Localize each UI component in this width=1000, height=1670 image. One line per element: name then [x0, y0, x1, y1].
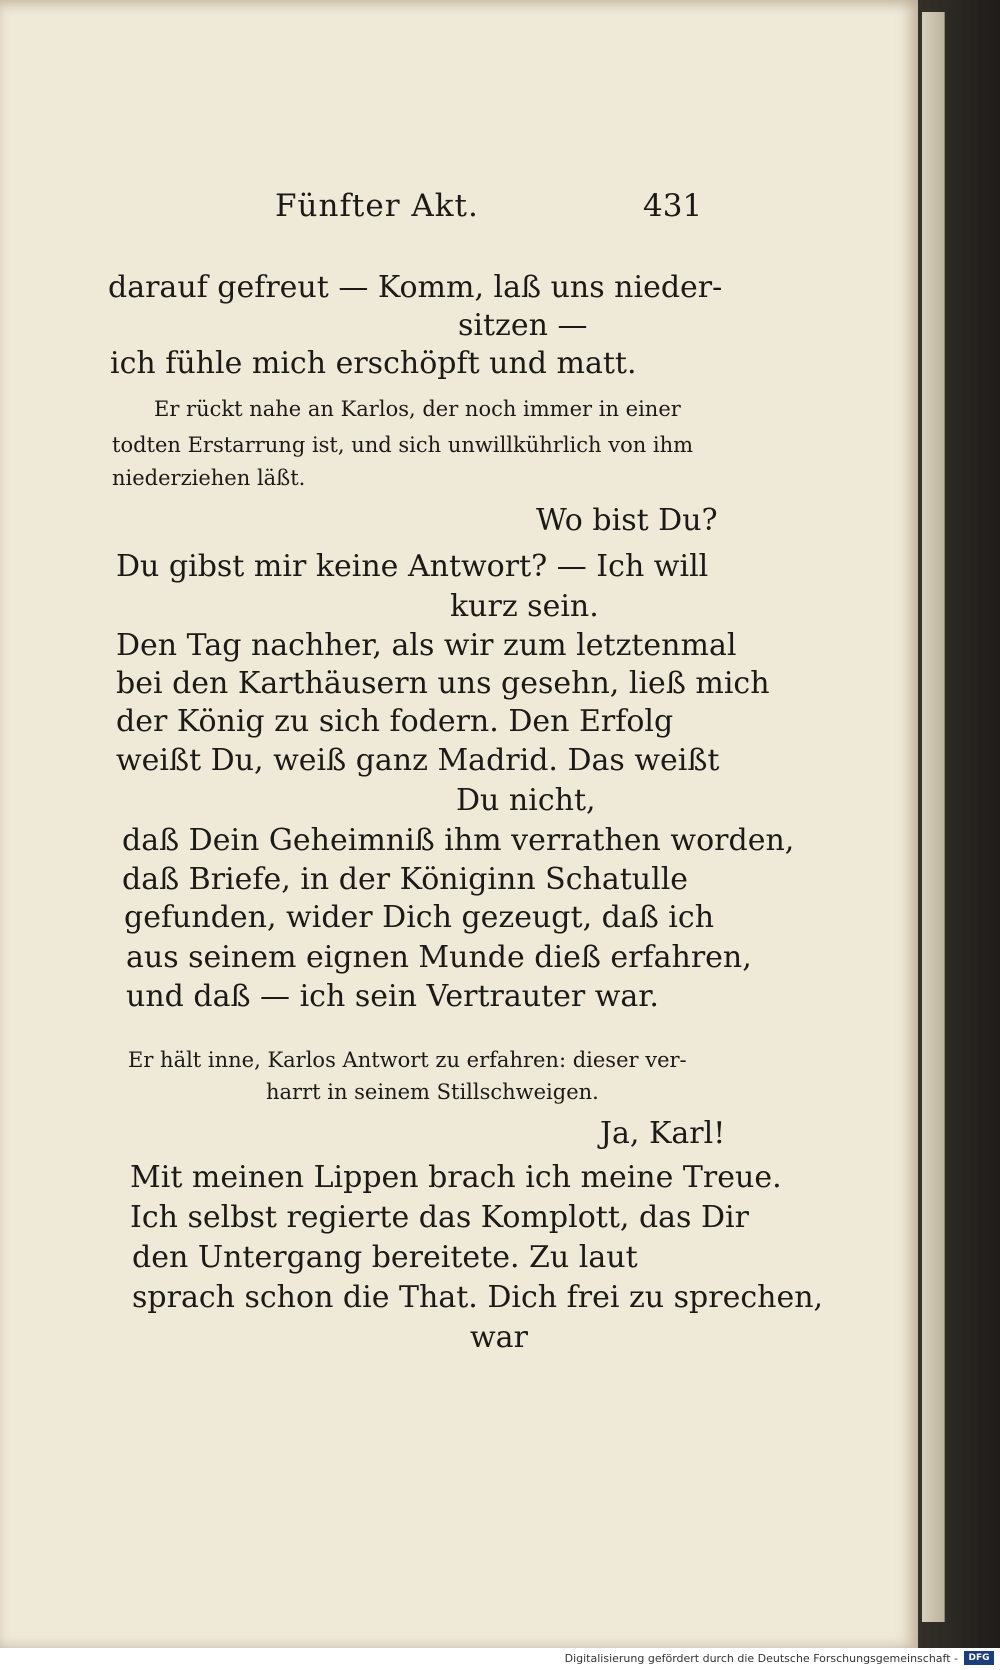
verse-line: Wo bist Du? [536, 503, 718, 538]
verse-line: gefunden, wider Dich gezeugt, daß ich [124, 900, 715, 935]
page-header [0, 188, 918, 228]
verse-line: daß Briefe, in der Königinn Schatulle [122, 862, 689, 897]
verse-line: Mit meinen Lippen brach ich meine Treue. [130, 1160, 782, 1195]
dfg-logo: DFG [964, 1651, 994, 1665]
verse-line: der König zu sich fodern. Den Erfolg [116, 704, 674, 739]
stage-direction: Er hält inne, Karlos Antwort zu erfahren: dieser ver- [128, 1048, 687, 1072]
verse-line: Du nicht, [456, 783, 596, 818]
verse-line: weißt Du, weiß ganz Madrid. Das weißt [116, 743, 720, 778]
verse-line: Du gibst mir keine Antwort? — Ich will [116, 549, 709, 584]
verse-line: aus seinem eignen Munde dieß erfahren, [126, 940, 752, 975]
verse-line: sprach schon die That. Dich frei zu sprechen, [132, 1280, 824, 1315]
verse-line: Ja, Karl! [600, 1116, 726, 1151]
stage-direction: Er rückt nahe an Karlos, der noch immer in einer [154, 397, 681, 421]
verse-line: den Untergang bereitete. Zu laut [132, 1240, 638, 1275]
verse-line: bei den Karthäusern uns gesehn, ließ mich [116, 666, 770, 701]
page-number: 431 [643, 188, 703, 224]
verse-line: war [470, 1320, 528, 1355]
verse-line: ich fühle mich erschöpft und matt. [110, 346, 637, 381]
verse-line: sitzen — [458, 308, 588, 343]
verse-line: Den Tag nachher, als wir zum letztenmal [116, 628, 737, 663]
funding-credit: Digitalisierung gefördert durch die Deutsche Forschungsgemeinschaft - [564, 1652, 958, 1665]
stage-direction: harrt in seinem Stillschweigen. [266, 1080, 599, 1104]
running-head: Fünfter Akt. [275, 188, 479, 224]
verse-line: und daß — ich sein Vertrauter war. [126, 979, 659, 1014]
stage-direction: niederziehen läßt. [112, 466, 306, 490]
verse-line: kurz sein. [450, 589, 599, 624]
verse-line: Ich selbst regierte das Komplott, das Dir [130, 1200, 749, 1235]
verse-line: daß Dein Geheimniß ihm verrathen worden, [122, 823, 795, 858]
verse-line: darauf gefreut — Komm, laß uns nieder- [108, 270, 723, 305]
page-edge-strip [922, 12, 945, 1622]
stage-direction: todten Erstarrung ist, und sich unwillkührlich von ihm [112, 433, 694, 457]
